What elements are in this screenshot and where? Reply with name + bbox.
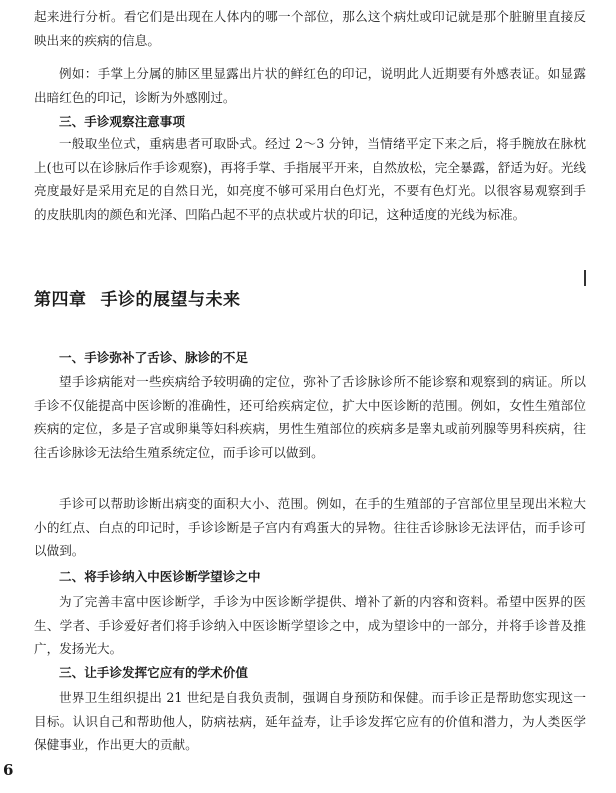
section-heading-complement: 一、手诊弥补了舌诊、脉诊的不足 <box>59 350 248 365</box>
academic-value-paragraph: 世界卫生组织提出 21 世纪是自我负责制，强调自身预防和保健。而手诊正是帮助您实现这一目标。认识自己和帮助他人，防病祛病，延年益寿，让手诊发挥它应有的价值和潜力，为人类医学保健事业，作出更大的贡献。 <box>34 690 586 752</box>
chapter-name: 手诊的展望与未来 <box>100 290 241 310</box>
chapter-number: 第四章 <box>34 290 87 310</box>
complement-paragraph-1: 望手诊病能对一些疾病给予较明确的定位，弥补了舌诊脉诊所不能诊察和观察到的病证。所以手诊不仅能提高中医诊断的准确性，还可给疾病定位，扩大中医诊断的范围。例如，女性生殖部位疾病的定位，多是子宫或卵巢等妇科疾病，男性生殖部位的疾病多是睾丸或前列腺等男科疾病，往往舌诊脉诊无法给生殖系统定位，而手诊可以做到。 <box>34 374 586 460</box>
integration-paragraph: 为了完善丰富中医诊断学，手诊为中医诊断学提供、增补了新的内容和资料。希望中医界的医生、学者、手诊爱好者们将手诊纳入中医诊断学望诊之中，成为望诊中的一部分，并将手诊普及推广，发扬光大。 <box>34 594 586 656</box>
page-edge-mark <box>584 270 586 286</box>
book-page <box>34 0 586 793</box>
section-heading-integration: 二、将手诊纳入中医诊断学望诊之中 <box>59 569 261 584</box>
section-heading-academic-value: 三、让手诊发挥它应有的学术价值 <box>59 665 248 680</box>
complement-paragraph-2: 手诊可以帮助诊断出病变的面积大小、范围。例如，在手的生殖部的子宫部位里呈现出米粒大小的红点、白点的印记时，手诊诊断是子宫内有鸡蛋大的异物。往往舌诊脉诊无法评估，而手诊可以做到。 <box>34 496 586 558</box>
intro-example-paragraph: 例如：手掌上分属的肺区里显露出片状的鲜红色的印记，说明此人近期要有外感表证。如显露出暗红色的印记，诊断为外感刚过。 <box>34 66 586 105</box>
section-heading-observation-notes: 三、手诊观察注意事项 <box>59 114 185 129</box>
intro-continuation-paragraph: 起来进行分析。看它们是出现在人体内的哪一个部位，那么这个病灶或印记就是那个脏腑里直接反映出来的疾病的信息。 <box>34 9 586 48</box>
page-number: 6 <box>3 761 14 779</box>
observation-notes-paragraph: 一般取坐位式，重病患者可取卧式。经过 2～3 分钟，当情绪平定下来之后，将手腕放在脉枕上(也可以在诊脉后作手诊观察)，再将手掌、手指展平开来，自然放松，完全暴露，舒适为好。光线亮度最好是采用充足的自然日光，如亮度不够可采用白色灯光，不要有色灯光。以很容易观察到手的皮肤肌肉的颜色和光泽、凹陷凸起不平的点状或片状的印记，这种适度的光线为标准。 <box>34 136 586 222</box>
chapter-title <box>34 288 241 312</box>
